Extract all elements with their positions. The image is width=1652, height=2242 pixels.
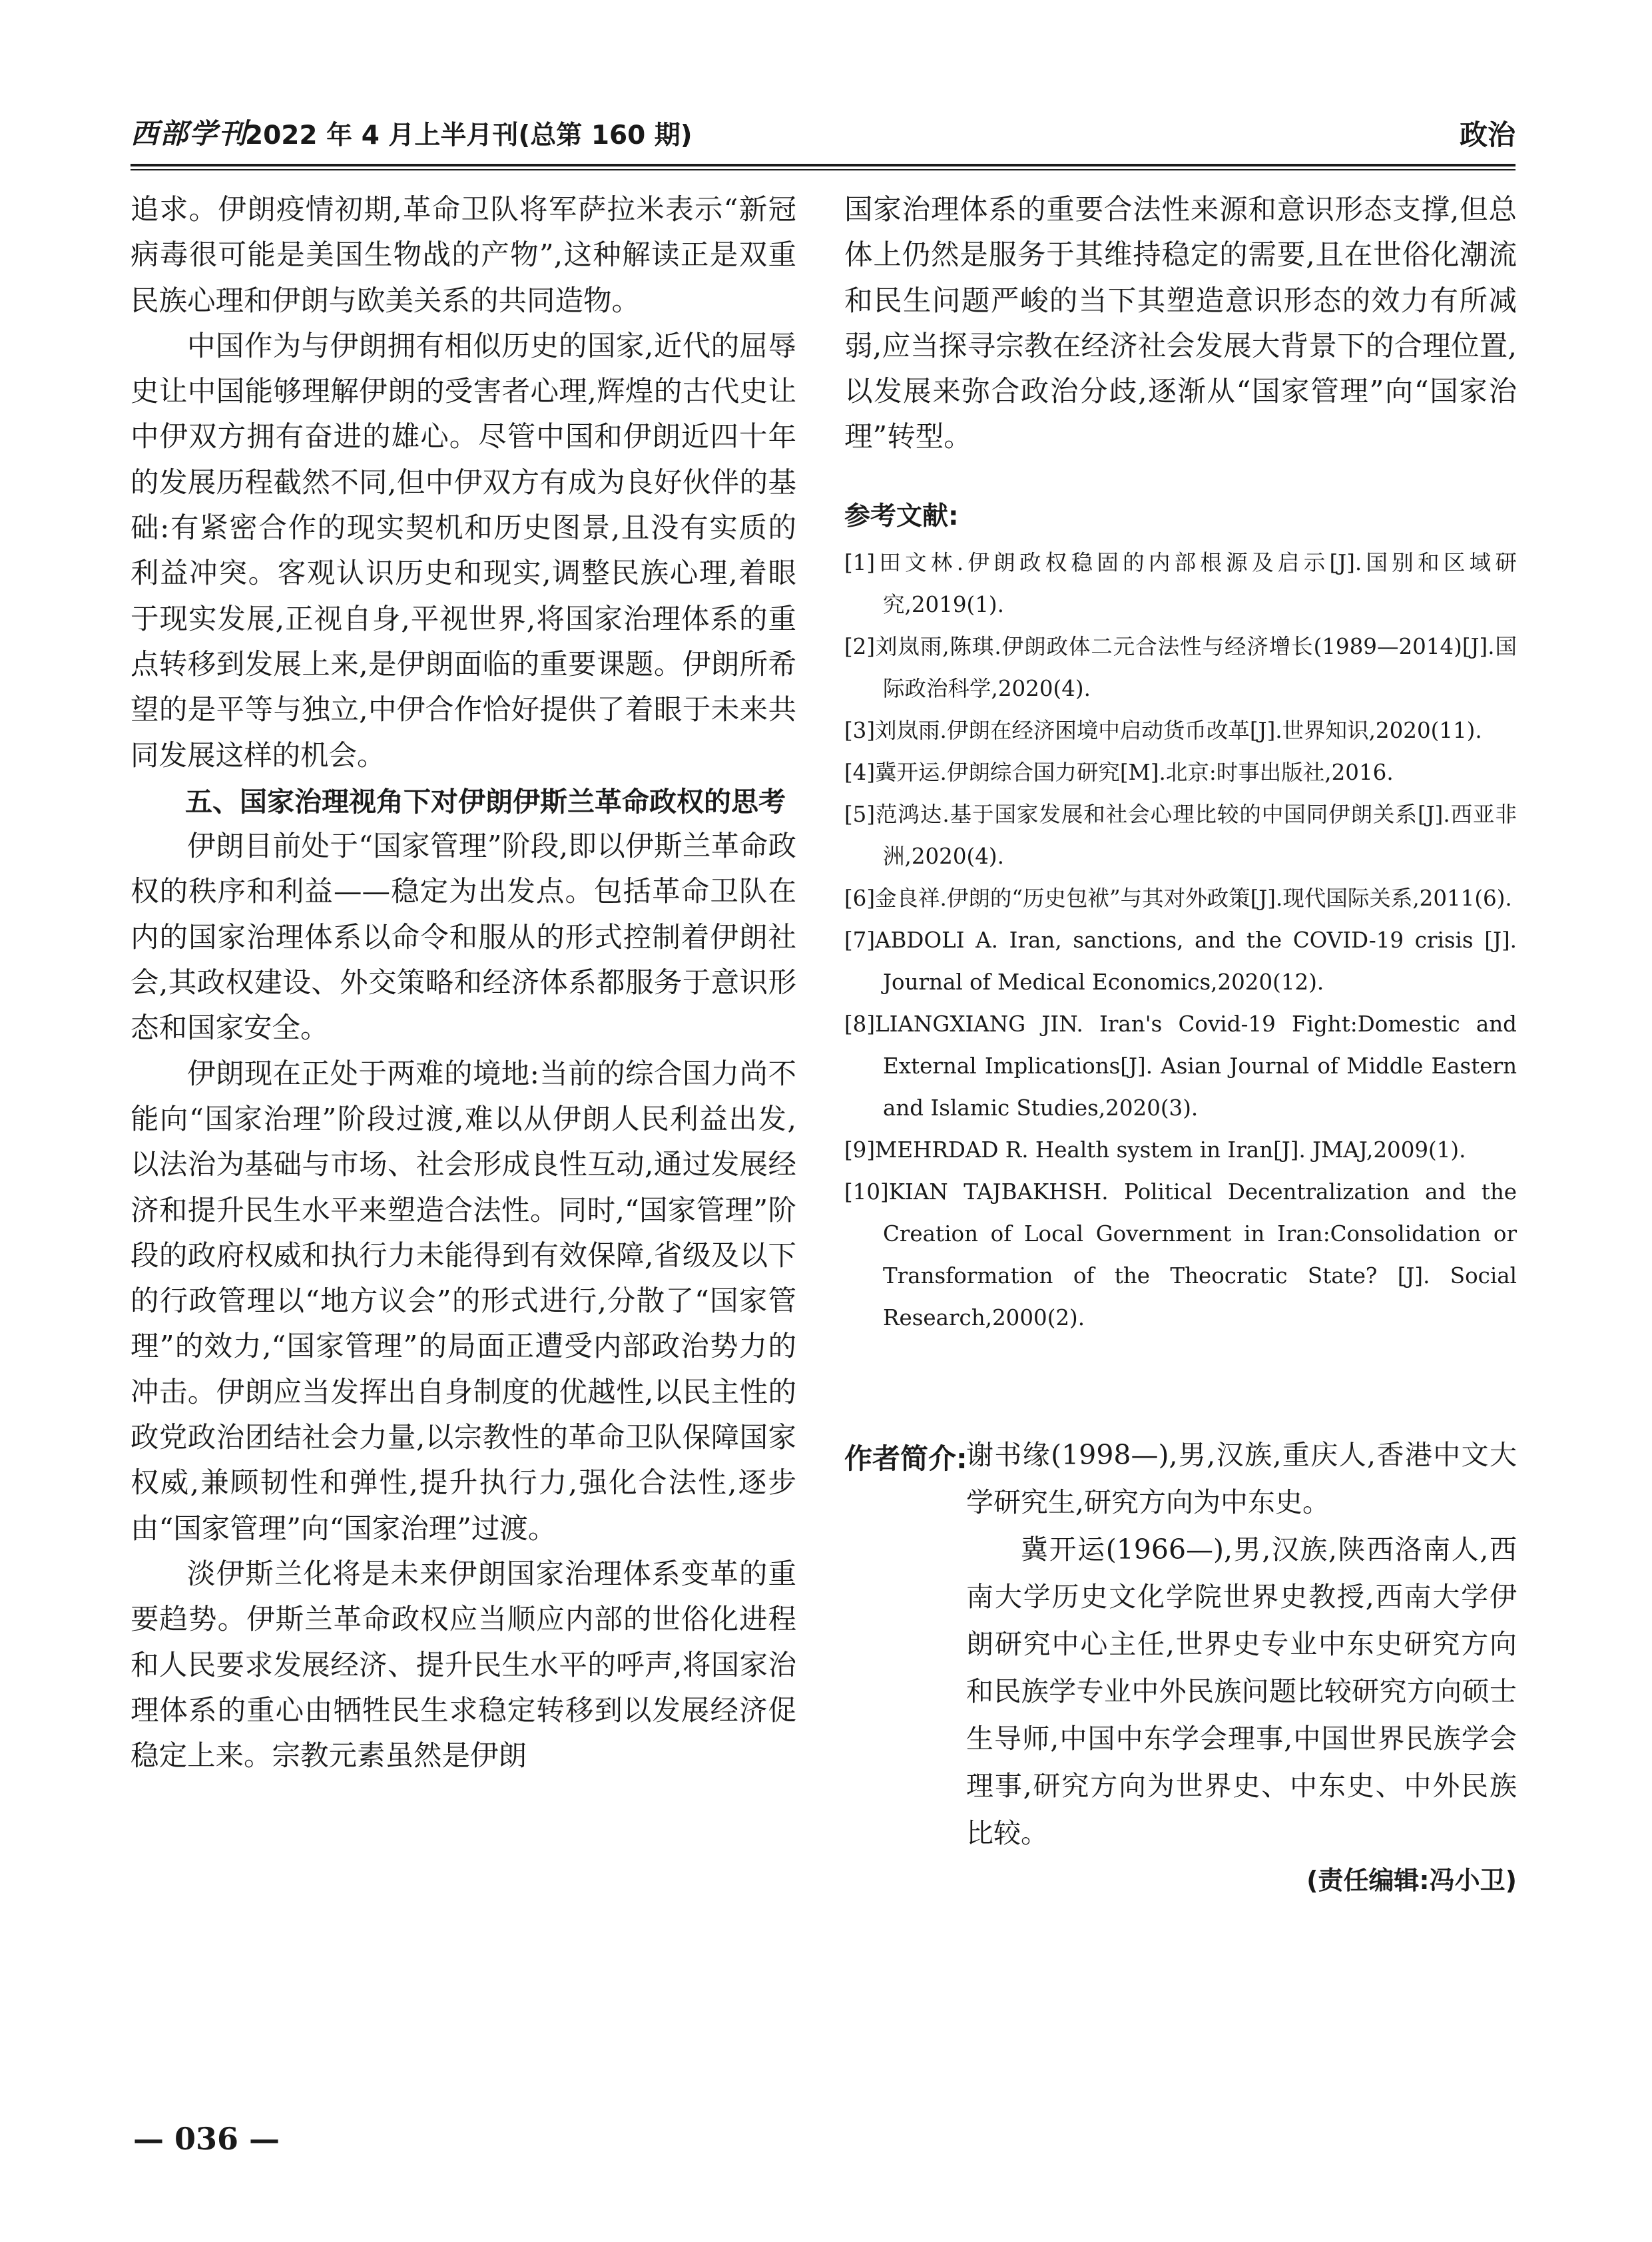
- reference-item: [3]刘岚雨.伊朗在经济困境中启动货币改革[J].世界知识,2020(11).: [844, 717, 1482, 743]
- reference-item: [6]金良祥.伊朗的“历史包袱”与其对外政策[J].现代国际关系,2011(6).: [844, 885, 1512, 911]
- paragraph: 伊朗目前处于“国家管理”阶段,即以伊斯兰革命政权的秩序和利益——稳定为出发点。包括革命卫队在内的国家治理体系以命令和服从的形式控制着伊朗社会,其政权建设、外交策略和经济体系都服务于意识形态和国家安全。: [131, 830, 796, 1045]
- header-rule-thin: [131, 169, 1515, 170]
- bio-author-1: 谢书缘(1998—),男,汉族,重庆人,香港中文大学研究生,研究方向为中东史。: [966, 1439, 1517, 1518]
- left-column: [131, 188, 796, 1779]
- paragraph: 伊朗现在正处于两难的境地:当前的综合国力尚不能向“国家治理”阶段过渡,难以从伊朗人民利益出发,以法治为基础与市场、社会形成良性互动,通过发展经济和提升民生水平来塑造合法性。同时,“国家管理”阶段的政府权威和执行力未能得到有效保障,省级及以下的行政管理以“地方议会”的形式进行,分散了“国家管理”的效力,“国家管理”的局面正遭受内部政治势力的冲击。伊朗应当发挥出自身制度的优越性,以民主性的政党政治团结社会力量,以宗教性的革命卫队保障国家权威,兼顾韧性和弹性,提升执行力,强化合法性,逐步由“国家管理”向“国家治理”过渡。: [131, 1057, 796, 1545]
- reference-item: [7]ABDOLI A. Iran, sanctions, and the COVID-19 crisis [J]. Journal of Medical Economics,2020(12).: [844, 927, 1517, 995]
- paragraph: 国家治理体系的重要合法性来源和意识形态支撑,但总体上仍然是服务于其维持稳定的需要,且在世俗化潮流和民生问题严峻的当下其塑造意识形态的效力有所减弱,应当探寻宗教在经济社会发展大背景下的合理位置,以发展来弥合政治分歧,逐渐从“国家管理”向“国家治理”转型。: [844, 194, 1517, 454]
- paragraph: 追求。伊朗疫情初期,革命卫队将军萨拉米表示“新冠病毒很可能是美国生物战的产物”,这种解读正是双重民族心理和伊朗与欧美关系的共同造物。: [131, 194, 796, 318]
- bio-label: 作者简介:: [844, 1442, 967, 1475]
- issue-info: 2022 年 4 月上半月刊(总第 160 期): [245, 121, 692, 150]
- header-rule-thick: [131, 164, 1515, 166]
- section-heading: 五、国家治理视角下对伊朗伊斯兰革命政权的思考: [185, 785, 786, 818]
- reference-item: [2]刘岚雨,陈琪.伊朗政体二元合法性与经济增长(1989—2014)[J].国际政治科学,2020(4).: [844, 633, 1517, 701]
- paragraph: 中国作为与伊朗拥有相似历史的国家,近代的屈辱史让中国能够理解伊朗的受害者心理,辉煌的古代史让中伊双方拥有奋进的雄心。尽管中国和伊朗近四十年的发展历程截然不同,但中伊双方有成为良好伙伴的基础:有紧密合作的现实契机和历史图景,且没有实质的利益冲突。客观认识历史和现实,调整民族心理,着眼于现实发展,正视自身,平视世界,将国家治理体系的重点转移到发展上来,是伊朗面临的重要课题。伊朗所希望的是平等与独立,中伊合作恰好提供了着眼于未来共同发展这样的机会。: [131, 330, 796, 772]
- bio-author-2: 冀开运(1966—),男,汉族,陕西洛南人,西南大学历史文化学院世界史教授,西南大学伊朗研究中心主任,世界史专业中东史研究方向和民族学专业中外民族问题比较研究方向硕士生导师,中国中东学会理事,中国世界民族学会理事,研究方向为世界史、中东史、中外民族比较。: [966, 1534, 1517, 1849]
- reference-item: [4]冀开运.伊朗综合国力研究[M].北京:时事出版社,2016.: [844, 759, 1394, 785]
- section-label: 政治: [1459, 119, 1515, 151]
- journal-masthead: 西部学刊: [131, 117, 248, 150]
- right-column: [844, 188, 1517, 1339]
- references-title: 参考文献:: [844, 501, 959, 531]
- reference-item: [9]MEHRDAD R. Health system in Iran[J]. JMAJ,2009(1).: [844, 1137, 1466, 1163]
- running-header: [131, 112, 1515, 160]
- reference-item: [5]范鸿达.基于国家发展和社会心理比较的中国同伊朗关系[J].西亚非洲,2020(4).: [844, 801, 1517, 869]
- page-number: — 036 —: [133, 2121, 280, 2157]
- reference-item: [10]KIAN TAJBAKHSH. Political Decentralization and the Creation of Local Government in Iran:Consolidation or Transformation of the Theocratic State? [J]. Social Research,2000(2).: [844, 1179, 1517, 1330]
- reference-item: [1]田文林.伊朗政权稳固的内部根源及启示[J].国别和区域研究,2019(1).: [844, 549, 1517, 617]
- reference-item: [8]LIANGXIANG JIN. Iran's Covid-19 Fight:Domestic and External Implications[J]. Asian Journal of Middle Eastern and Islamic Studies,2020(3).: [844, 1011, 1517, 1121]
- responsible-editor: (责任编辑:冯小卫): [1306, 1866, 1517, 1895]
- paragraph: 淡伊斯兰化将是未来伊朗国家治理体系变革的重要趋势。伊斯兰革命政权应当顺应内部的世俗化进程和人民要求发展经济、提升民生水平的呼声,将国家治理体系的重心由牺牲民生求稳定转移到以发展经济促稳定上来。宗教元素虽然是伊朗: [131, 1557, 796, 1773]
- bio-body: [966, 1432, 1517, 1896]
- reference-list: [844, 542, 1517, 1339]
